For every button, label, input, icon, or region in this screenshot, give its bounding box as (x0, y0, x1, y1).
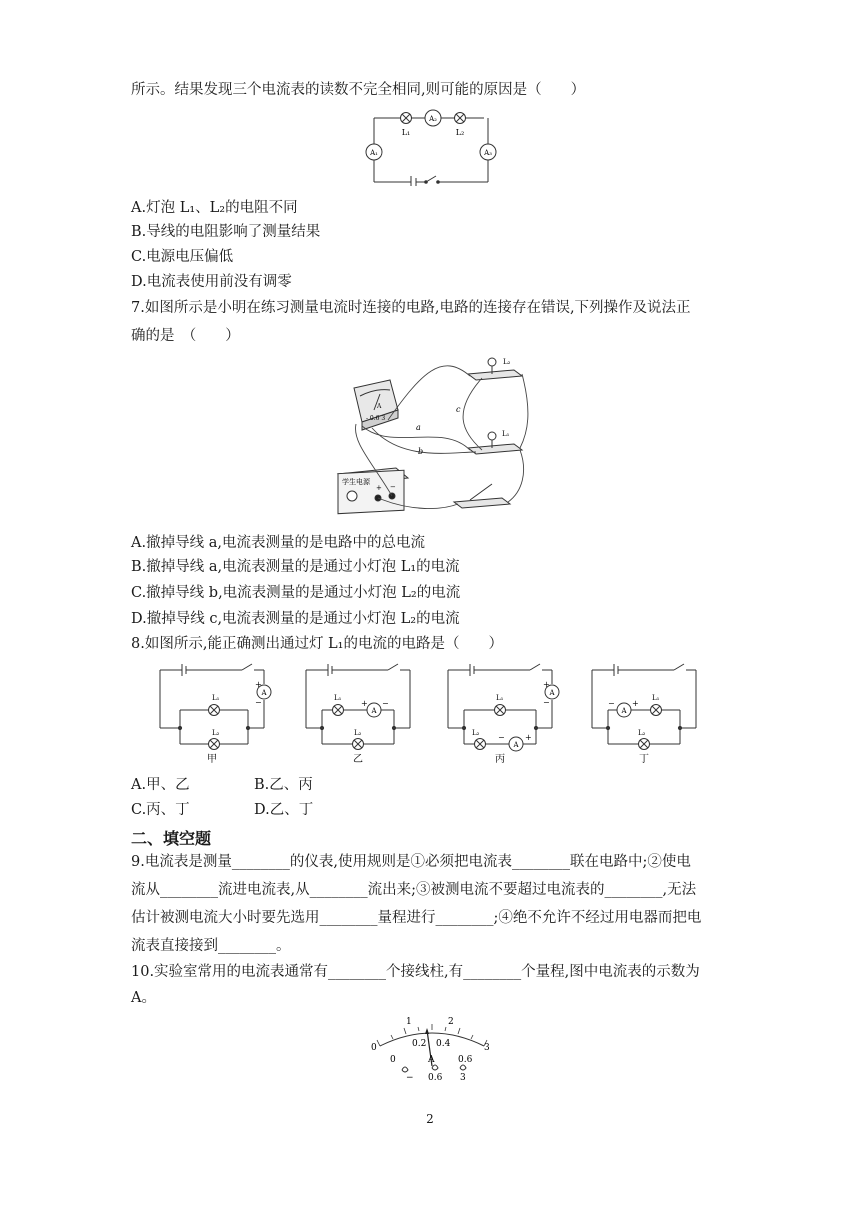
q7-option-b: B.撤掉导线 a,电流表测量的是通过小灯泡 L₁的电流 (131, 559, 460, 575)
q8-bing-minus-1: − (543, 698, 550, 707)
q8-ding-meter: A (621, 707, 627, 715)
q10-inner-2: 0.4 (436, 1039, 451, 1049)
q10-line1: 10.实验室常用的电流表通常有________个接线柱,有________个量程,图中电流表的示数为 (131, 964, 700, 980)
q8-option-b: B.乙、丙 (254, 777, 313, 793)
q6-ammeter-a3: A₃ (484, 149, 492, 157)
q7-physical-circuit-figure (332, 352, 532, 524)
q7-stem-line1: 7.如图所示是小明在练习测量电流时连接的电路,电路的连接存在错误,下列操作及说法正 (131, 300, 691, 316)
q8-yi-minus: − (382, 699, 389, 708)
q8-yi-l2: L₂ (354, 729, 362, 737)
q7-label-l1: L₁ (502, 430, 510, 438)
q10-outer-0: 0 (371, 1043, 377, 1053)
q8-option-c: C.丙、丁 (131, 802, 190, 818)
q6-label-l2: L₂ (455, 128, 465, 137)
q6-label-l1: L₁ (401, 128, 411, 137)
section-title: 二、填空题 (131, 829, 212, 848)
q10-terminal-06: 0.6 (428, 1073, 443, 1083)
q8-jia-l1: L₁ (212, 694, 220, 702)
q8-bing-l1: L₁ (496, 694, 504, 702)
q8-stem: 8.如图所示,能正确测出通过灯 L₁的电流的电路是（ ） (131, 636, 503, 652)
page-number: 2 (426, 1112, 434, 1126)
q8-bing-plus-1: + (543, 680, 550, 689)
q7-wire-c: c (456, 405, 461, 414)
q7-option-a: A.撤掉导线 a,电流表测量的是电路中的总电流 (131, 535, 425, 551)
q7-supply-plus: + (376, 484, 382, 492)
q6-stem: 所示。结果发现三个电流表的读数不完全相同,则可能的原因是（ ） (131, 82, 586, 98)
q8-jia-plus: + (255, 680, 262, 689)
q6-lamp-l1 (401, 113, 412, 124)
q9-line2: 流从________流进电流表,从________流出来;③被测电流不要超过电流表的________,无法 (131, 882, 697, 898)
q9-line3: 估计被测电流大小时要先选用________量程进行________;④绝不允许不经过用电器而把电 (131, 910, 702, 926)
q8-bing-meter-2: A (513, 741, 519, 749)
q8-label-jia: 甲 (207, 754, 217, 765)
q8-bing-l2: L₂ (472, 729, 480, 737)
q10-inner-3: 0.6 (458, 1055, 473, 1065)
q8-ding-l1: L₁ (652, 694, 660, 702)
q10-ammeter-dial (366, 1010, 496, 1086)
q6-option-a: A.灯泡 L₁、L₂的电阻不同 (131, 200, 298, 216)
q8-jia-l2: L₂ (212, 729, 220, 737)
q8-option-a: A.甲、乙 (131, 777, 190, 793)
q8-ding-plus: + (632, 699, 639, 708)
q8-yi-l1: L₁ (334, 694, 342, 702)
q10-inner-0: 0 (390, 1055, 396, 1065)
q6-option-b: B.导线的电阻影响了测量结果 (131, 224, 321, 240)
q7-stem-line2: 确的是 （ ） (131, 328, 240, 344)
q7-supply-label: 学生电源 (342, 478, 370, 486)
q8-option-d: D.乙、丁 (254, 802, 314, 818)
q10-inner-1: 0.2 (412, 1039, 427, 1049)
q6-lamp-l2 (455, 113, 466, 124)
q7-lamp-l2 (468, 358, 522, 380)
q10-outer-2: 2 (448, 1017, 454, 1027)
q7-option-c: C.撤掉导线 b,电流表测量的是通过小灯泡 L₂的电流 (131, 585, 461, 601)
q8-ding-minus: − (608, 699, 615, 708)
q9-line4: 流表直接接到________。 (131, 938, 291, 954)
q6-circuit-figure (326, 104, 506, 186)
q8-jia-minus: − (255, 698, 262, 707)
q8-label-yi: 乙 (353, 754, 363, 765)
q8-circuits-figure (158, 660, 702, 768)
q7-switch (454, 484, 510, 508)
q7-meter-terminals: - 0.6 3 (366, 415, 386, 422)
q7-supply-minus: − (390, 483, 396, 491)
q8-ding-l2: L₂ (638, 729, 646, 737)
q8-jia-meter: A (261, 689, 267, 697)
q8-label-bing: 丙 (495, 754, 505, 765)
q8-label-ding: 丁 (639, 754, 649, 765)
q7-lamp-l1 (468, 432, 522, 454)
q7-wire-a: a (416, 423, 421, 432)
q9-line1: 9.电流表是测量________的仪表,使用规则是①必须把电流表________联在电路中;②使电 (131, 854, 691, 870)
q7-ammeter (354, 380, 398, 430)
q7-label-l2: L₂ (503, 358, 511, 366)
q7-option-d: D.撤掉导线 c,电流表测量的是通过小灯泡 L₂的电流 (131, 611, 460, 627)
q8-bing-plus-2: + (525, 733, 532, 742)
q7-power-supply (338, 468, 408, 514)
q6-option-d: D.电流表使用前没有调零 (131, 274, 292, 290)
q8-yi-plus: + (361, 699, 368, 708)
q10-outer-1: 1 (406, 1017, 412, 1027)
q10-unit: A (428, 1055, 435, 1065)
q10-terminal-3: 3 (460, 1073, 466, 1083)
q6-option-c: C.电源电压偏低 (131, 249, 234, 265)
q7-wire-b: b (418, 447, 424, 456)
q10-terminal-neg: − (406, 1073, 414, 1083)
q8-yi-meter: A (371, 707, 377, 715)
q8-bing-meter-1: A (549, 689, 555, 697)
q8-bing-minus-2: − (498, 733, 505, 742)
q6-ammeter-a2: A₂ (429, 115, 437, 123)
q10-line2: A。 (131, 990, 156, 1006)
q7-meter-a-label: A (377, 403, 382, 410)
q10-outer-3: 3 (484, 1043, 490, 1053)
q6-ammeter-a1: A₁ (370, 149, 378, 157)
